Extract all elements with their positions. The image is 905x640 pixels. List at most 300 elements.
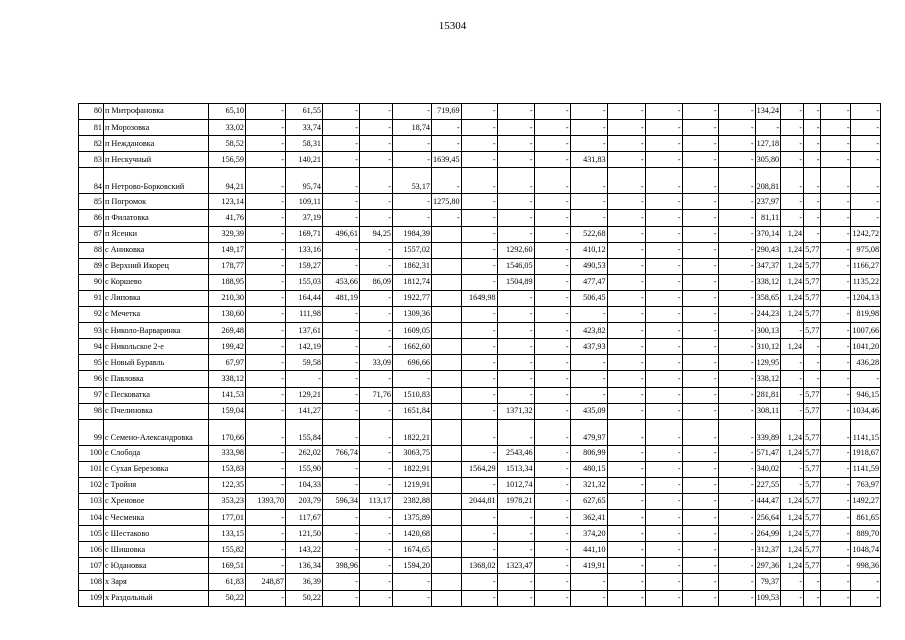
row-number: 102 [79,477,104,493]
value-cell: 159,27 [286,258,323,274]
row-number: 94 [79,339,104,355]
value-cell: - [461,307,497,323]
value-cell: - [534,590,570,606]
value-cell: - [682,290,718,306]
value-cell: - [851,194,881,210]
table-row [79,526,881,542]
value-cell: 1,24 [781,558,804,574]
value-cell: - [682,574,718,590]
value-cell: - [718,403,755,419]
value-cell: - [821,258,851,274]
value-cell: - [246,274,286,290]
value-cell: 33,09 [360,355,393,371]
value-cell: - [461,168,497,194]
value-cell: - [393,104,432,120]
value-cell: 5,77 [804,445,821,461]
value-cell: - [393,574,432,590]
value-cell: 142,19 [286,339,323,355]
value-cell: - [607,168,645,194]
table-row [79,542,881,558]
value-cell: 362,41 [570,510,607,526]
table-row [79,493,881,509]
value-cell: 113,17 [360,493,393,509]
value-cell: - [607,258,645,274]
value-cell: 5,77 [804,419,821,445]
value-cell: - [682,542,718,558]
value-cell: - [645,290,682,306]
value-cell: 33,74 [286,120,323,136]
value-cell: - [607,120,645,136]
settlement-name: с Песковатка [104,387,209,403]
value-cell: - [821,136,851,152]
value-cell: - [607,493,645,509]
value-cell: 134,24 [755,104,781,120]
value-cell: - [645,461,682,477]
value-cell: 353,23 [209,493,246,509]
value-cell: 50,22 [209,590,246,606]
settlement-name: с Новый Буравль [104,355,209,371]
value-cell: 370,14 [755,226,781,242]
value-cell: 1651,84 [393,403,432,419]
value-cell: - [246,542,286,558]
value-cell: - [393,194,432,210]
value-cell: 1918,67 [851,445,881,461]
value-cell [432,542,462,558]
value-cell: 1135,22 [851,274,881,290]
value-cell: - [718,558,755,574]
row-number: 88 [79,242,104,258]
value-cell: 946,15 [851,387,881,403]
value-cell [432,242,462,258]
value-cell: - [645,136,682,152]
value-cell: - [821,371,851,387]
value-cell: - [497,590,534,606]
value-cell: - [718,210,755,226]
value-cell: - [804,371,821,387]
row-number: 80 [79,104,104,120]
value-cell: - [246,445,286,461]
table-row [79,477,881,493]
value-cell: 1822,21 [393,419,432,445]
value-cell: 490,53 [570,258,607,274]
value-cell: - [534,323,570,339]
value-cell: - [821,120,851,136]
value-cell: - [645,274,682,290]
value-cell: 178,77 [209,258,246,274]
value-cell: - [461,574,497,590]
value-cell: - [323,194,360,210]
table-row [79,510,881,526]
row-number: 109 [79,590,104,606]
value-cell: - [461,371,497,387]
value-cell: - [781,403,804,419]
value-cell: - [360,194,393,210]
value-cell: 297,36 [755,558,781,574]
value-cell: - [534,461,570,477]
row-number: 108 [79,574,104,590]
value-cell [432,371,462,387]
value-cell: - [323,152,360,168]
value-cell: - [246,307,286,323]
value-cell: 358,65 [755,290,781,306]
value-cell: 374,20 [570,526,607,542]
value-cell: - [682,493,718,509]
value-cell: - [570,574,607,590]
value-cell: 1564,29 [461,461,497,477]
value-cell: - [682,307,718,323]
value-cell: - [645,477,682,493]
settlement-name: п Морозовка [104,120,209,136]
table-row [79,307,881,323]
value-cell: - [718,590,755,606]
value-cell: 5,77 [804,493,821,509]
settlement-name: п Нескучный [104,152,209,168]
value-cell [432,258,462,274]
value-cell: - [645,445,682,461]
value-cell: 208,81 [755,168,781,194]
value-cell: - [718,120,755,136]
table-row [79,355,881,371]
value-cell: - [323,323,360,339]
value-cell: - [360,168,393,194]
settlement-name: п Филатовка [104,210,209,226]
value-cell: - [682,194,718,210]
value-cell: 1504,89 [497,274,534,290]
value-cell: - [534,419,570,445]
value-cell: 1371,32 [497,403,534,419]
value-cell: 36,39 [286,574,323,590]
value-cell: - [607,307,645,323]
value-cell: 121,50 [286,526,323,542]
value-cell: 5,77 [804,526,821,542]
value-cell: 1,24 [781,274,804,290]
value-cell: 819,98 [851,307,881,323]
table-body [79,104,881,607]
settlement-name: с Николо-Варваринка [104,323,209,339]
value-cell: - [246,152,286,168]
value-cell: - [682,403,718,419]
value-cell: - [497,290,534,306]
value-cell: - [718,194,755,210]
value-cell: - [645,323,682,339]
value-cell [432,590,462,606]
value-cell: - [570,194,607,210]
value-cell: 177,01 [209,510,246,526]
value-cell: 441,10 [570,542,607,558]
table-row [79,290,881,306]
value-cell: 1609,05 [393,323,432,339]
value-cell: 155,90 [286,461,323,477]
value-cell: 109,53 [755,590,781,606]
value-cell: 5,77 [804,258,821,274]
value-cell: - [645,510,682,526]
value-cell: - [645,104,682,120]
value-cell: 61,83 [209,574,246,590]
value-cell [432,323,462,339]
value-cell: - [461,355,497,371]
value-cell: - [645,152,682,168]
value-cell: - [246,290,286,306]
value-cell: - [323,542,360,558]
value-cell: - [534,574,570,590]
value-cell: - [718,510,755,526]
row-number: 90 [79,274,104,290]
value-cell: - [851,152,881,168]
value-cell: - [607,136,645,152]
value-cell: - [781,477,804,493]
value-cell: 59,58 [286,355,323,371]
settlement-name: п Митрофановка [104,104,209,120]
value-cell: - [682,371,718,387]
value-cell: 5,77 [804,307,821,323]
value-cell: - [323,339,360,355]
row-number: 83 [79,152,104,168]
value-cell: 763,97 [851,477,881,493]
value-cell: 1922,77 [393,290,432,306]
value-cell: - [821,339,851,355]
row-number: 87 [79,226,104,242]
value-cell: 419,91 [570,558,607,574]
value-cell: - [804,152,821,168]
table-row [79,461,881,477]
value-cell: - [682,445,718,461]
value-cell: - [682,387,718,403]
row-number: 89 [79,258,104,274]
value-cell: - [781,136,804,152]
value-cell: - [461,590,497,606]
value-cell: 117,67 [286,510,323,526]
value-cell: 248,87 [246,574,286,590]
row-number: 86 [79,210,104,226]
settlements-table [78,103,881,607]
value-cell: - [682,355,718,371]
value-cell: 140,21 [286,152,323,168]
value-cell: 1978,21 [497,493,534,509]
value-cell: 41,76 [209,210,246,226]
value-cell [432,493,462,509]
value-cell: 479,97 [570,419,607,445]
value-cell: - [534,493,570,509]
value-cell: - [360,477,393,493]
value-cell: - [718,526,755,542]
value-cell [432,419,462,445]
value-cell: 1674,65 [393,542,432,558]
value-cell: - [461,104,497,120]
value-cell: 338,12 [209,371,246,387]
value-cell: - [804,226,821,242]
value-cell: - [570,387,607,403]
value-cell: - [718,323,755,339]
value-cell: 5,77 [804,477,821,493]
value-cell: 347,37 [755,258,781,274]
value-cell: - [461,136,497,152]
value-cell: 94,25 [360,226,393,242]
value-cell: - [393,152,432,168]
value-cell: - [461,510,497,526]
value-cell: - [323,168,360,194]
value-cell: 290,43 [755,242,781,258]
value-cell: - [461,274,497,290]
value-cell: 129,95 [755,355,781,371]
value-cell: 5,77 [804,510,821,526]
value-cell: - [804,590,821,606]
value-cell: - [286,371,323,387]
row-number: 81 [79,120,104,136]
value-cell: - [246,226,286,242]
value-cell: 5,77 [804,242,821,258]
value-cell: - [821,290,851,306]
value-cell: - [821,323,851,339]
value-cell: - [645,307,682,323]
value-cell: - [360,104,393,120]
value-cell: - [821,387,851,403]
value-cell: - [534,120,570,136]
value-cell: 109,11 [286,194,323,210]
value-cell: - [360,371,393,387]
value-cell: 696,66 [393,355,432,371]
value-cell: 136,34 [286,558,323,574]
value-cell: - [682,339,718,355]
table-row [79,136,881,152]
value-cell: - [781,104,804,120]
value-cell: 1204,13 [851,290,881,306]
value-cell: - [821,242,851,258]
row-number: 104 [79,510,104,526]
value-cell: - [497,168,534,194]
value-cell: - [718,136,755,152]
value-cell: - [718,226,755,242]
value-cell: - [497,136,534,152]
value-cell: 1,24 [781,510,804,526]
settlement-name: с Никольское 2-е [104,339,209,355]
value-cell: - [851,371,881,387]
value-cell: 81,11 [755,210,781,226]
value-cell: 67,97 [209,355,246,371]
value-cell: - [718,339,755,355]
settlement-name: с Тройня [104,477,209,493]
value-cell: - [360,323,393,339]
value-cell: 159,04 [209,403,246,419]
value-cell: - [781,461,804,477]
value-cell: 2543,46 [497,445,534,461]
value-cell: - [682,323,718,339]
value-cell [432,526,462,542]
value-cell: - [534,104,570,120]
value-cell: - [804,339,821,355]
settlement-name: х Раздольный [104,590,209,606]
settlement-name: с Пчелиновка [104,403,209,419]
value-cell: - [821,307,851,323]
value-cell: - [246,104,286,120]
value-cell: 444,47 [755,493,781,509]
value-cell: - [323,120,360,136]
value-cell: 1141,59 [851,461,881,477]
table-row [79,371,881,387]
value-cell: - [497,355,534,371]
value-cell: - [645,226,682,242]
value-cell: - [570,590,607,606]
value-cell: 50,22 [286,590,323,606]
value-cell: - [461,339,497,355]
row-number: 99 [79,419,104,445]
value-cell: - [645,526,682,542]
value-cell: - [645,168,682,194]
settlement-name: п Ясенки [104,226,209,242]
value-cell: 1034,46 [851,403,881,419]
row-number: 107 [79,558,104,574]
value-cell: 18,74 [393,120,432,136]
value-cell: - [718,493,755,509]
value-cell: - [432,168,462,194]
value-cell: 94,21 [209,168,246,194]
value-cell: 5,77 [804,558,821,574]
value-cell: - [682,152,718,168]
value-cell: - [534,168,570,194]
settlement-name: с Хреновое [104,493,209,509]
value-cell: - [393,136,432,152]
value-cell: 1292,60 [497,242,534,258]
value-cell: 5,77 [804,290,821,306]
value-cell: - [821,104,851,120]
value-cell: - [497,104,534,120]
value-cell: - [718,258,755,274]
value-cell: 1,24 [781,307,804,323]
value-cell: 436,28 [851,355,881,371]
value-cell: 237,97 [755,194,781,210]
value-cell: - [821,510,851,526]
value-cell: 1510,83 [393,387,432,403]
value-cell: - [246,210,286,226]
value-cell: - [570,136,607,152]
value-cell: 1984,39 [393,226,432,242]
value-cell: 1,24 [781,226,804,242]
value-cell: 423,82 [570,323,607,339]
value-cell: - [781,574,804,590]
value-cell: 281,81 [755,387,781,403]
value-cell: 305,80 [755,152,781,168]
value-cell: - [246,419,286,445]
value-cell: 188,95 [209,274,246,290]
value-cell: - [360,510,393,526]
value-cell: - [781,120,804,136]
settlement-name: с Верхний Икорец [104,258,209,274]
value-cell: - [323,590,360,606]
value-cell: 1639,45 [432,152,462,168]
value-cell: - [393,210,432,226]
value-cell: 33,02 [209,120,246,136]
value-cell: 143,22 [286,542,323,558]
value-cell: 627,65 [570,493,607,509]
value-cell: - [323,355,360,371]
value-cell: - [682,104,718,120]
value-cell: 1012,74 [497,477,534,493]
value-cell [432,274,462,290]
value-cell: - [718,477,755,493]
value-cell: - [461,152,497,168]
value-cell: 1822,91 [393,461,432,477]
value-cell: - [821,477,851,493]
value-cell: 437,93 [570,339,607,355]
value-cell: 333,98 [209,445,246,461]
row-number: 95 [79,355,104,371]
row-number: 100 [79,445,104,461]
value-cell: - [570,355,607,371]
value-cell: 149,17 [209,242,246,258]
value-cell: 1,24 [781,493,804,509]
value-cell: - [645,419,682,445]
value-cell: - [682,226,718,242]
value-cell: - [821,419,851,445]
